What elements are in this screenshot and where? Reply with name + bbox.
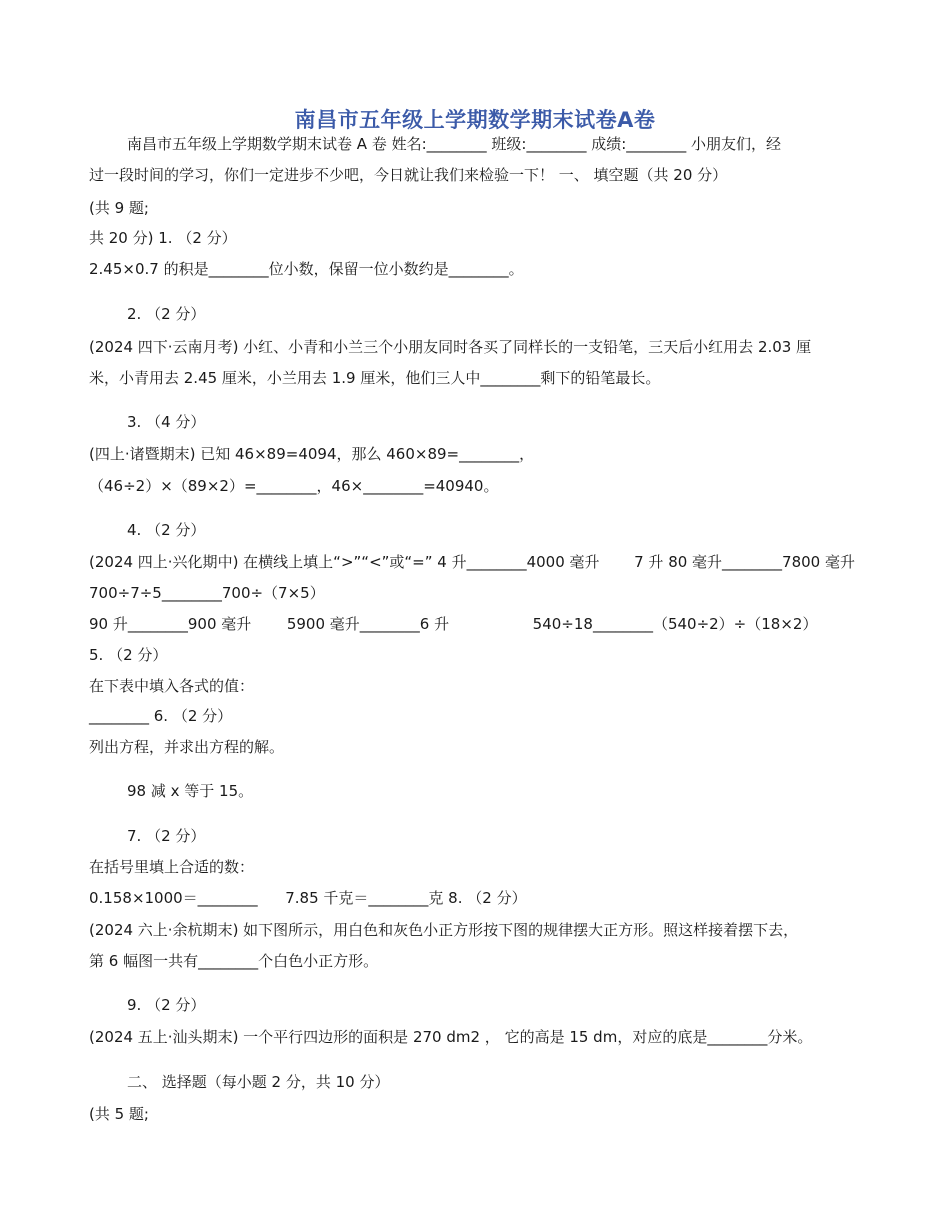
comparison-item: (2024 四上·兴化期中) 在横线上填上“>”“<”或“=” 4 升________4000 毫升 <box>89 553 600 571</box>
comparison-item: 700÷7÷5________700÷（7×5） <box>89 584 325 602</box>
question-2-text: 米，小青用去 2.45 厘米，小兰用去 1.9 厘米，他们三人中________剩下的铅笔最长。 <box>89 369 661 387</box>
question-7-text: 在括号里填上合适的数： <box>89 858 255 876</box>
question-3-text: (四上·诸暨期末) 已知 46×89=4094，那么 460×89=________， <box>89 445 535 463</box>
fill-item: 0.158×1000＝________ <box>89 889 258 907</box>
question-2-text: (2024 四下·云南月考) 小红、小青和小兰三个小朋友同时各买了同样长的一支铅笔，三天后小红用去 2.03 厘 <box>89 338 812 356</box>
question-6-text: 列出方程，并求出方程的解。 <box>89 738 285 756</box>
question-2-heading: 2. （2 分） <box>127 305 206 323</box>
intro-line: 南昌市五年级上学期数学期末试卷 A 卷 姓名:________ 班级:________ 成绩:________ 小朋友们，经 <box>127 135 782 153</box>
question-6-heading: ________ 6. （2 分） <box>89 707 233 725</box>
question-3-heading: 3. （4 分） <box>127 413 206 431</box>
section-2-heading: 二、 选择题（每小题 2 分，共 10 分） <box>127 1073 390 1091</box>
question-4-heading: 4. （2 分） <box>127 521 206 539</box>
question-7-row <box>89 888 527 908</box>
question-6-equation: 98 减 x 等于 15。 <box>127 782 254 800</box>
comparison-item: 90 升________900 毫升 <box>89 615 252 633</box>
intro-line: 过一段时间的学习，你们一定进步不少吧，今日就让我们来检验一下！ 一、 填空题（共 20 分） <box>89 166 728 184</box>
question-8-text: (2024 六上·余杭期末) 如下图所示，用白色和灰色小正方形按下图的规律摆大正方形。照这样接着摆下去， <box>89 921 799 939</box>
question-4-row <box>89 614 817 634</box>
section-count: (共 9 题; <box>89 199 149 217</box>
question-7-heading: 7. （2 分） <box>127 827 206 845</box>
question-9-heading: 9. （2 分） <box>127 996 206 1014</box>
page-title: 南昌市五年级上学期数学期末试卷A卷 <box>294 108 656 132</box>
section-count: (共 5 题; <box>89 1105 149 1123</box>
comparison-item: 540÷18________（540÷2）÷（18×2） <box>532 615 818 633</box>
question-5-heading: 5. （2 分） <box>89 646 168 664</box>
question-8-text: 第 6 幅图一共有________个白色小正方形。 <box>89 952 379 970</box>
comparison-item: 5900 毫升________6 升 <box>286 615 450 633</box>
question-5-text: 在下表中填入各式的值： <box>89 677 255 695</box>
comparison-item: 7 升 80 毫升________7800 毫升 <box>634 553 855 571</box>
question-1-text: 2.45×0.7 的积是________位小数，保留一位小数约是________。 <box>89 260 524 278</box>
question-9-text: (2024 五上·汕头期末) 一个平行四边形的面积是 270 dm2 ， 它的高是 15 dm，对应的底是________分米。 <box>89 1028 813 1046</box>
question-4-row <box>89 552 855 572</box>
section-count: 共 20 分) 1. （2 分） <box>89 229 237 247</box>
question-3-text: （46÷2）×（89×2）=________，46×________=40940。 <box>89 477 499 495</box>
fill-item: 7.85 千克＝________克 8. （2 分） <box>285 889 527 907</box>
